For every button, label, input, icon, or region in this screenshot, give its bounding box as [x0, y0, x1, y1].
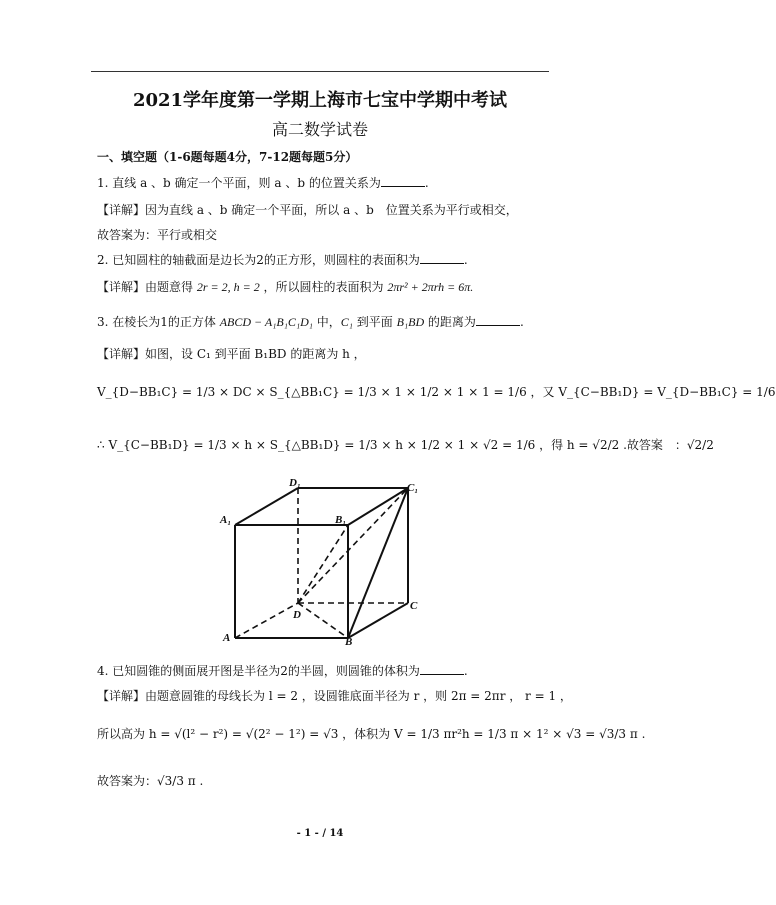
q1-question: 1. 直线 a 、b 确定一个平面，则 a 、b 的位置关系为 . — [97, 176, 429, 190]
q2-analysis — [97, 280, 473, 295]
edge-dc1 — [298, 488, 408, 603]
q4-question-text: 4. 已知圆锥的侧面展开图是半径为2的半圆，则圆锥的体积为 — [97, 664, 420, 678]
label-c: C — [410, 600, 418, 612]
q1-question-text: 1. 直线 a 、b 确定一个平面，则 a 、b 的位置关系为 — [97, 176, 381, 190]
q3-formula2: ∴ V_{C−BB₁D} = 1/3 × h × S_{△BB₁D} = 1/3 × h × 1/2 × 1 × √2 = 1/6 ，得 h = √2/2 .故答案 ：√2/2 — [97, 438, 714, 452]
label-b: B — [345, 636, 353, 648]
edge-bc1 — [348, 488, 408, 638]
q3-question-mid2: 到平面 — [352, 315, 397, 329]
page-number: - 1 - / 14 — [296, 828, 344, 839]
answer-blank — [476, 315, 520, 326]
edge-a1d1 — [235, 488, 298, 525]
q3-formula1: V_{D−BB₁C} = 1/3 × DC × S_{△BB₁C} = 1/3 × 1 × 1/2 × 1 × 1 = 1/6 ，又 V_{C−BB₁D} = V_{D−BB₁C} = 1/6 — [97, 385, 776, 399]
edge-db1 — [298, 525, 348, 603]
q1-answer: 故答案为：平行或相交 — [97, 228, 218, 242]
q4-question: 4. 已知圆锥的侧面展开图是半径为2的半圆，则圆锥的体积为 . — [97, 664, 468, 678]
q3-question-mid: 中， — [312, 315, 341, 329]
exam-title: 2021学年度第一学期上海市七宝中学期中考试 — [132, 90, 508, 111]
q2-analysis-prefix: 【详解】由题意得 — [97, 280, 197, 294]
q3-question-prefix: 3. 在棱长为1的正方体 — [97, 315, 220, 329]
label-b1: B₁ — [335, 514, 347, 526]
q3-question: 3. 在棱长为1的正方体 ABCD − A₁B₁C₁D₁ 中，C₁ 到平面 B₁BD 的距离为 . — [97, 315, 524, 329]
label-d1: D₁ — [289, 477, 301, 489]
label-c1: C₁ — [407, 482, 419, 494]
q2-math2: 2πr² + 2πrh = 6π. — [387, 280, 474, 294]
label-d: D — [293, 609, 301, 621]
answer-blank — [420, 664, 464, 675]
q3-question-suffix: 的距离为 — [424, 315, 476, 329]
section-heading: 一、填空题（1-6题每题4分，7-12题每题5分） — [97, 150, 358, 164]
q2-question-text: 2. 已知圆柱的轴截面是边长为2的正方形，则圆柱的表面积为 — [97, 253, 420, 267]
answer-blank — [381, 176, 425, 187]
label-a1: A₁ — [220, 514, 232, 526]
q2-question: 2. 已知圆柱的轴截面是边长为2的正方形，则圆柱的表面积为 . — [97, 253, 468, 267]
q3-cube-name: ABCD − A₁B₁C₁D₁ — [219, 315, 313, 329]
q2-math1: 2r = 2, h = 2 — [196, 280, 260, 294]
q4-analysis: 【详解】由题意圆锥的母线长为 l = 2 ，设圆锥底面半径为 r ，则 2π = 2πr ， r = 1 ， — [97, 689, 572, 703]
q3-point-c1: C₁ — [340, 315, 353, 329]
q2-analysis-mid: ，所以圆柱的表面积为 — [259, 280, 388, 294]
q1-analysis: 【详解】因为直线 a 、b 确定一个平面，所以 a 、b 位置关系为平行或相交， — [97, 203, 518, 217]
q3-plane: B₁BD — [396, 315, 425, 329]
label-a: A — [223, 632, 231, 644]
edge-ad — [235, 603, 298, 638]
q4-answer: 故答案为：√3/3 π . — [97, 774, 204, 788]
answer-blank — [420, 253, 464, 264]
header-rule — [91, 71, 549, 72]
edge-bc — [348, 603, 408, 638]
q3-analysis: 【详解】如图，设 C₁ 到平面 B₁BD 的距离为 h ， — [97, 347, 366, 361]
q4-height-line: 所以高为 h = √(l² − r²) = √(2² − 1²) = √3 ，体积为 V = 1/3 πr²h = 1/3 π × 1² × √3 = √3/3 π . — [97, 727, 646, 741]
cube-figure — [215, 475, 425, 648]
exam-subtitle: 高二数学试卷 — [271, 120, 368, 139]
edge-db — [298, 603, 348, 638]
